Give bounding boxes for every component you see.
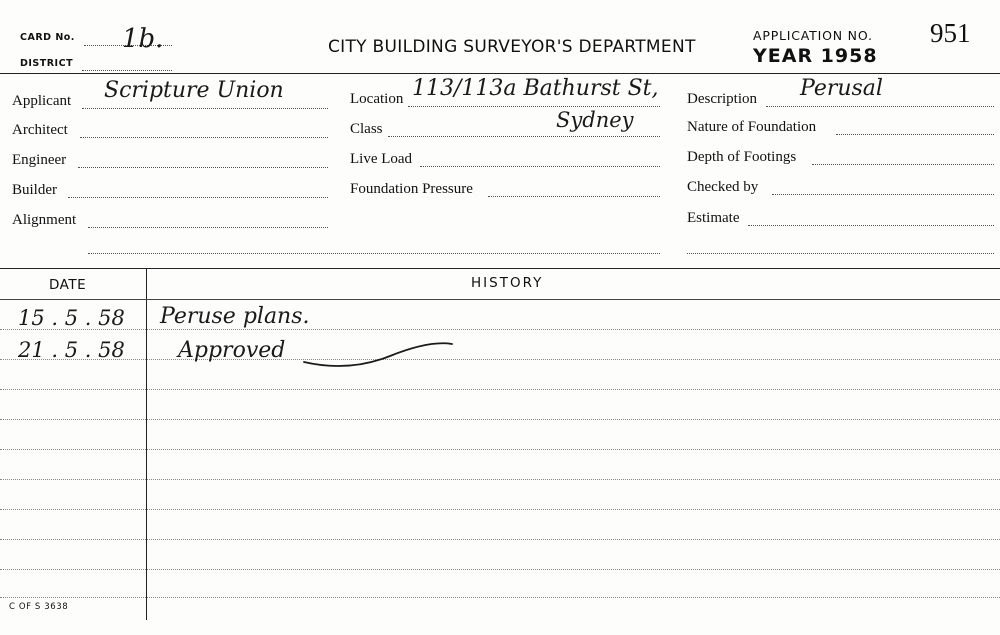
location-label: Location xyxy=(350,91,404,107)
ruled-line xyxy=(0,419,1000,420)
description-value: Perusal xyxy=(800,76,883,101)
foundation-pressure-label: Foundation Pressure xyxy=(350,181,473,197)
estimate-line xyxy=(748,225,994,226)
live-load-label: Live Load xyxy=(350,151,413,167)
checked-by-label: Checked by xyxy=(687,179,759,195)
applicant-label: Applicant xyxy=(12,93,72,109)
ruled-line xyxy=(0,509,1000,510)
history-column-header: HISTORY xyxy=(471,275,544,291)
history-entry-date: 15 . 5 . 58 xyxy=(18,306,125,330)
applicant-value: Scripture Union xyxy=(104,78,284,103)
estimate-label: Estimate xyxy=(687,210,740,226)
description-line xyxy=(766,106,994,107)
history-column-divider xyxy=(146,268,147,620)
description-label: Description xyxy=(687,91,757,107)
ruled-line xyxy=(0,449,1000,450)
signature-flourish xyxy=(300,338,460,372)
ruled-line xyxy=(0,329,1000,330)
class-label: Class xyxy=(350,121,383,137)
ruled-line xyxy=(0,597,1000,598)
builder-line xyxy=(68,197,328,198)
class-line xyxy=(388,136,660,137)
foundation-pressure-line xyxy=(488,196,660,197)
nature-of-foundation-label: Nature of Foundation xyxy=(687,119,817,135)
history-header-rule xyxy=(0,299,1000,300)
ruled-line xyxy=(0,539,1000,540)
application-no-label: APPLICATION NO. xyxy=(753,28,873,43)
engineer-label: Engineer xyxy=(12,152,67,168)
location-value: 113/113a Bathurst St, xyxy=(412,76,659,101)
history-top-rule xyxy=(0,268,1000,269)
history-entry-date: 21 . 5 . 58 xyxy=(18,338,125,362)
alignment-line xyxy=(88,227,328,228)
live-load-line xyxy=(420,166,660,167)
location-line xyxy=(408,106,660,107)
department-title: CITY BUILDING SURVEYOR'S DEPARTMENT xyxy=(328,37,696,57)
applicant-line xyxy=(82,108,328,109)
builder-label: Builder xyxy=(12,182,57,198)
ruled-line xyxy=(0,479,1000,480)
district-line xyxy=(82,70,172,71)
form-code: C OF S 3638 xyxy=(9,602,69,612)
application-no-value: 951 xyxy=(930,18,971,48)
alignment-line-2 xyxy=(88,253,660,254)
depth-of-footings-line xyxy=(812,164,994,165)
alignment-label: Alignment xyxy=(12,212,77,228)
date-column-header: DATE xyxy=(49,277,87,293)
card-no-value: 1b. xyxy=(122,24,164,54)
engineer-line xyxy=(78,167,328,168)
header-rule xyxy=(0,73,1000,74)
location-value-2: Sydney xyxy=(556,108,634,132)
architect-line xyxy=(80,137,328,138)
checked-by-line xyxy=(772,194,994,195)
card-no-label: CARD No. xyxy=(20,32,75,43)
ruled-line xyxy=(0,569,1000,570)
nature-of-foundation-line xyxy=(836,134,994,135)
history-entry-text: Approved xyxy=(178,338,286,363)
ruled-line xyxy=(0,359,1000,360)
year-label: YEAR 1958 xyxy=(753,45,878,67)
depth-of-footings-label: Depth of Footings xyxy=(687,149,797,165)
district-label: DISTRICT xyxy=(20,58,74,69)
architect-label: Architect xyxy=(12,122,68,138)
estimate-line-2 xyxy=(687,253,994,254)
history-entry-text: Peruse plans. xyxy=(160,304,310,329)
ruled-line xyxy=(0,389,1000,390)
